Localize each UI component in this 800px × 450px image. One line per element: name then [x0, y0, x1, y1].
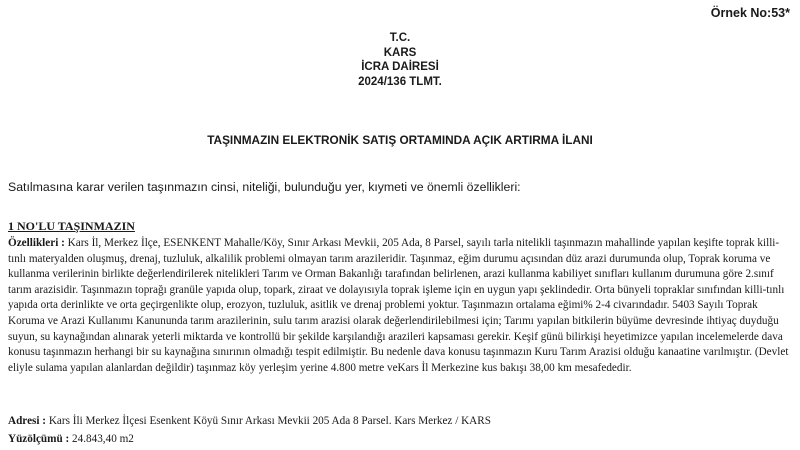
area-row [8, 433, 134, 445]
properties-label: Özellikleri : [8, 237, 65, 249]
header-line-tc: T.C. [389, 32, 411, 44]
announcement-title: TAŞINMAZIN ELEKTRONİK SATIŞ ORTAMINDA AÇIK ARTIRMA İLANI [207, 133, 593, 147]
sample-number: Örnek No:53* [710, 6, 790, 20]
properties-paragraph [8, 236, 792, 376]
office-header [0, 31, 800, 90]
address-text: Kars İli Merkez İlçesi Esenkent Köyü Sınır Arkası Mevkii 205 Ada 8 Parsel. Kars Merkez / KARS [48, 415, 491, 427]
header-line-file-number: 2024/136 TLMT. [358, 76, 442, 89]
properties-text: Kars İl, Merkez İlçe, ESENKENT Mahalle/Köy, Sınır Arkası Mevkii, 205 Ada, 8 Parsel, sayılı tarla nitelikli taşınmazın mahallinde yapılan keşifte toprak killi-tınlı materyalden oluşmuş, drenaj, tuzluluk, alkalilik problemi olmayan tarım arazileridir. Taşınmaz, eğim durumu açısından düz arazi durumunda olup, Toprak koruma ve kullanma verilerinin birlikte değerlendirilerek nitelikleri Tarım ve Orman Bakanlığı tarafından belirlenen, arazi kullanma kabiliyet sınıfları kullanım durumuna göre 2.sınıf tarım arazisidir. Taşınmazın toprağı granüle yapıda olup, topark, ziraat ve dolayısıyla toprak işleme için en uygun yapı şeklindedir. Orta bünyeli topraklar sınıfından killi-tınlı yapıda orta derinlikte ve orta geçirgenlikte olup, erozyon, tuzluluk, asitlik ve drenaj problemi yoktur. Taşınmazın ortalama eğimi% 2-4 civarındadır. 5403 Sayılı Toprak Koruma ve Arazi Kullanımı Kanununda tarım arazilerinin, sulu tarım arazisi olarak değerlendirilebilmesi için; Tarımı yapılan bitkilerin büyüme devresinde ihtiyaç duyduğu suyun, su kaynağından alınarak yeterli miktarda ve kontrollü bir şekilde karşılandığı arazileri kapsaması gerekir. Keşif günü bilirkişi heyetimizce yapılan incelemelerde dava konusu taşınmazın herhangi bir su kaynağına sınırının olmadığı tespit edilmiştir. Bu nedenle dava konusu taşınmazın Kuru Tarım Arazisi olduğu kanaatine varılmıştır. (Devlet eliyle sulama yapılan alanlardan değildir) taşınmaz köy yerleşim yerine 4.800 metre veKars İl Merkezine kus bakışı 38,00 km mesafededir. [8, 237, 789, 374]
intro-text: Satılmasına karar verilen taşınmazın cinsi, niteliği, bulunduğu yer, kıymeti ve önemli özellikleri: [8, 180, 521, 194]
section-title: 1 NO'LU TAŞINMAZIN [8, 219, 135, 233]
area-label: Yüzölçümü : [8, 433, 70, 445]
area-text: 24.843,40 m2 [72, 433, 134, 445]
header-line-city: KARS [383, 46, 417, 59]
address-row [8, 415, 491, 427]
header-line-office: İCRA DAİRESİ [361, 61, 439, 74]
address-label: Adresi : [8, 415, 47, 427]
